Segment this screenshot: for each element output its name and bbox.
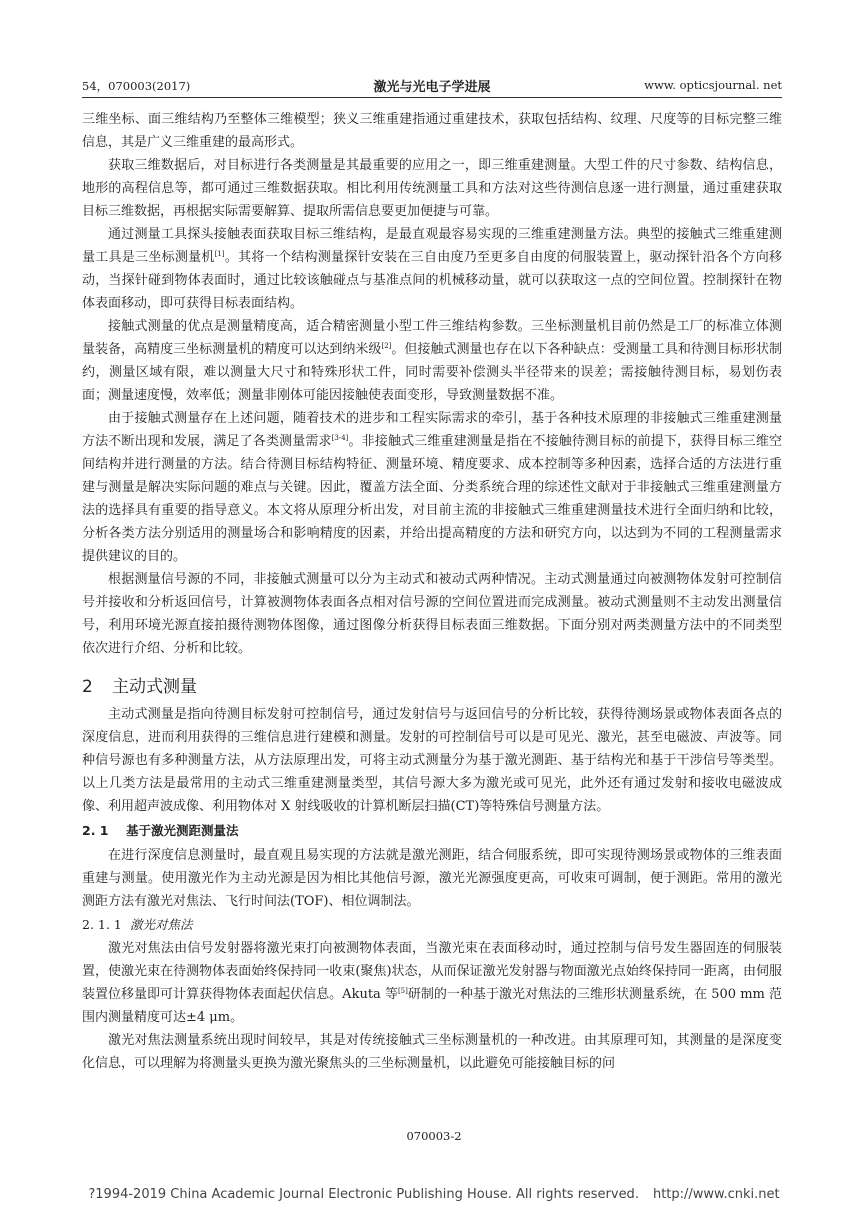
paragraph [82, 937, 782, 1029]
paragraph [82, 154, 782, 223]
paragraph-text: 接触式测量的优点是测量精度高，适合精密测量小型工件三维结构参数。三坐标测量机目前仍然是工厂的标准立体测量装备，高精度三坐标测量机的精度可以达到纳米级 [82, 319, 782, 357]
section-title: 主动式测量 [112, 677, 197, 697]
journal-website[interactable]: www. opticsjournal. net [644, 78, 782, 92]
subsubsection-heading [82, 915, 782, 935]
paragraph-text: 。其将一个结构测量探针安装在三自由度乃至更多自由度的伺服装置上，驱动探针沿各个方向移动，当探针碰到物体表面时，通过比较该触碰点与基准点间的机械移动量，就可以获取这一点的空间位置。控制探针在物体表面移动，即可获得目标表面结构。 [82, 250, 782, 311]
paragraph [82, 407, 782, 568]
paragraph [82, 108, 782, 154]
citation-ref[interactable]: [3-4] [331, 434, 349, 442]
journal-title: 激光与光电子学进展 [373, 80, 491, 95]
paragraph-text: 研制的一种基于激光对焦法的三维形状测量系统，在 500 mm 范围内测量精度可达±4 μm。 [82, 987, 782, 1025]
subsubsection-title: 激光对焦法 [130, 917, 193, 932]
subsubsection-number: 2. 1. 1 [82, 917, 122, 932]
copyright-notice: ?1994-2019 China Academic Journal Electronic Publishing House. All rights reserved. [88, 1187, 639, 1202]
paragraph [82, 223, 782, 315]
journal-volume-info: 54，070003(2017) [82, 79, 191, 93]
paragraph-text: 主动式测量是指向待测目标发射可控制信号，通过发射信号与返回信号的分析比较，获得待测场景或物体表面各点的深度信息，进而利用获得的三维信息进行建模和测量。发射的可控制信号可以是可见光、激光，甚至电磁波、声波等。同种信号源也有多种测量方法，从方法原理出发，可将主动式测量分为基于激光测距、基于结构光和基于干涉信号等类型。以上几类方法是最常用的主动式三维重建测量类型，其信号源大多为激光或可见光，此外还有通过发射和接收电磁波成像、利用超声波成像、利用物体对 X 射线吸收的计算机断层扫描(CT)等特殊信号测量方法。 [82, 707, 782, 814]
paragraph-text: 激光对焦法测量系统出现时间较早，其是对传统接触式三坐标测量机的一种改进。由其原理可知，其测量的是深度变化信息，可以理解为将测量头更换为激光聚焦头的三坐标测量机，以此避免可能接触目标的问 [82, 1033, 782, 1071]
cnki-url[interactable]: http://www.cnki.net [652, 1187, 780, 1202]
citation-ref[interactable]: [5] [397, 987, 408, 995]
paragraph [82, 1029, 782, 1075]
cnki-footer [0, 1187, 868, 1202]
article-body [82, 108, 782, 1075]
paragraph-text: 激光对焦法由信号发射器将激光束打向被测物体表面，当激光束在表面移动时，通过控制与信号发生器固连的伺服装置，使激光束在待测物体表面始终保持同一收束(聚焦)状态，从而保证激光发射器与物面激光点始终保持同一距离，由伺服装置位移量即可计算获得物体表面起伏信息。Akuta 等 [82, 941, 782, 1002]
paragraph-text: 由于接触式测量存在上述问题，随着技术的进步和工程实际需求的牵引，基于各种技术原理的非接触式三维重建测量方法不断出现和发展，满足了各类测量需求 [82, 411, 782, 449]
subsection-title: 基于激光测距测量法 [126, 823, 239, 838]
paragraph [82, 568, 782, 660]
paragraph-text: 获取三维数据后，对目标进行各类测量是其最重要的应用之一，即三维重建测量。大型工件的尺寸参数、结构信息，地形的高程信息等，都可通过三维数据获取。相比利用传统测量工具和方法对这些待测信息逐一进行测量，通过重建获取目标三维数据，再根据实际需要解算、提取所需信息要更加便捷与可靠。 [82, 158, 782, 219]
paragraph-text: 。非接触式三维重建测量是指在不接触待测目标的前提下，获得目标三维空间结构并进行测量的方法。结合待测目标结构特征、测量环境、精度要求、成本控制等多种因素，选择合适的方法进行重建与测量是解决实际问题的难点与关键。因此，覆盖方法全面、分类系统合理的综述性文献对于非接触式三维重建测量方法的选择具有重要的指导意义。本文将从原理分析出发，对目前主流的非接触式三维重建测量技术进行全面归纳和比较，分析各类方法分别适用的测量场合和影响精度的因素，并给出提高精度的方法和研究方向，以达到为不同的工程测量需求提供建议的目的。 [82, 434, 782, 564]
header-rule [82, 97, 782, 98]
paragraph-text: 。但接触式测量也存在以下各种缺点：受测量工具和待测目标形状制约，测量区域有限，难以测量大尺寸和特殊形状工件，同时需要补偿测头半径带来的误差；需接触待测目标，易划伤表面；测量速度慢，效率低；测量非刚体可能因接触使表面变形，导致测量数据不准。 [82, 342, 782, 403]
paragraph [82, 315, 782, 407]
paragraph [82, 844, 782, 913]
page-number: 070003-2 [406, 1129, 462, 1143]
subsection-heading [82, 821, 782, 841]
paragraph [82, 703, 782, 818]
section-heading [82, 676, 782, 699]
paragraph-text: 在进行深度信息测量时，最直观且易实现的方法就是激光测距，结合伺服系统，即可实现待测场景或物体的三维表面重建与测量。使用激光作为主动光源是因为相比其他信号源，激光光源强度更高，可收束可调制，便于测距。常用的激光测距方法有激光对焦法、飞行时间法(TOF)、相位调制法。 [82, 848, 782, 909]
paragraph-text: 通过测量工具探头接触表面获取目标三维结构，是最直观最容易实现的三维重建测量方法。典型的接触式三维重建测量工具是三坐标测量机 [82, 227, 782, 265]
citation-ref[interactable]: [2] [381, 342, 392, 350]
subsection-number: 2. 1 [82, 823, 109, 838]
citation-ref[interactable]: [1] [214, 250, 225, 258]
paragraph-text: 三维坐标、面三维结构乃至整体三维模型；狭义三维重建指通过重建技术，获取包括结构、纹理、尺度等的目标完整三维信息，其是广义三维重建的最高形式。 [82, 112, 782, 150]
paragraph-text: 根据测量信号源的不同，非接触式测量可以分为主动式和被动式两种情况。主动式测量通过向被测物体发射可控制信号并接收和分析返回信号，计算被测物体表面各点相对信号源的空间位置进而完成测量。被动式测量则不主动发出测量信号，利用环境光源直接拍摄待测物体图像，通过图像分析获得目标表面三维数据。下面分别对两类测量方法中的不同类型依次进行介绍、分析和比较。 [82, 572, 782, 656]
section-number: 2 [82, 677, 93, 697]
